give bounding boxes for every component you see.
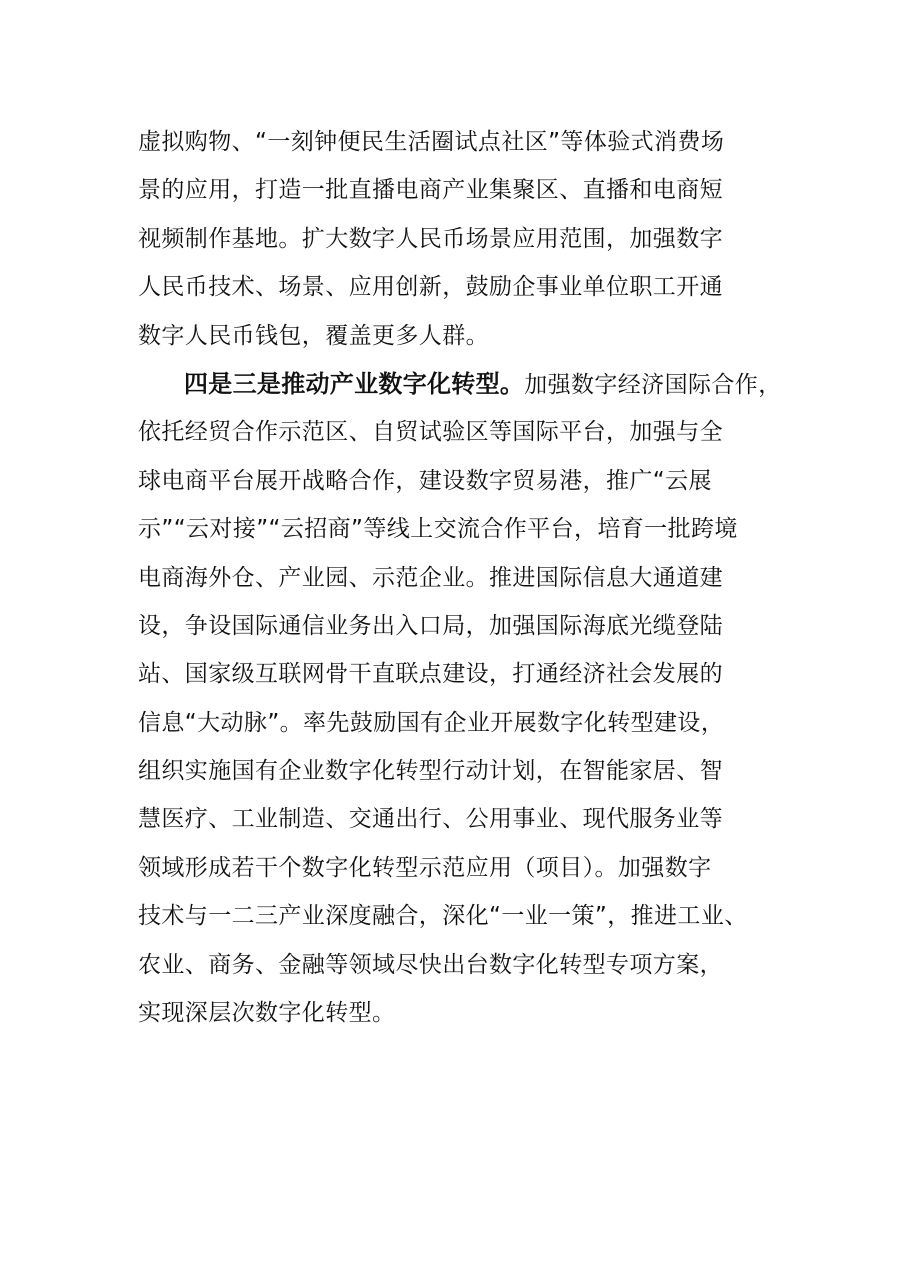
text-line: 领域形成若干个数字化转型示范应用（项目）。加强数字 [138, 854, 712, 881]
text-line: 虚拟购物、“一刻钟便民生活圈试点社区”等体验式消费场 [138, 129, 725, 155]
paragraph-start-line [138, 360, 782, 408]
document-body [138, 118, 782, 1037]
section-heading: 四是三是推动产业数字化转型。 [184, 369, 525, 398]
text-line: 球电商平台展开战略合作，建设数字贸易港，推广“云展 [138, 467, 712, 494]
text-line: 实现深层次数字化转型。 [138, 1000, 396, 1027]
text-line: 信息“大动脉”。率先鼓励国有企业开展数字化转型建设， [138, 709, 725, 736]
text-line: 组织实施国有企业数字化转型行动计划，在智能家居、智 [138, 758, 723, 785]
text-line: 站、国家级互联网骨干直联点建设，打通经济社会发展的 [138, 661, 723, 688]
text-line: 农业、商务、金融等领域尽快出台数字化转型专项方案， [138, 951, 723, 978]
text-line: 设，争设国际通信业务出入口局，加强国际海底光缆登陆 [138, 612, 723, 639]
text-line: 电商海外仓、产业园、示范企业。推进国际信息大通道建 [138, 564, 723, 591]
text-line: 慧医疗、工业制造、交通出行、公用事业、现代服务业等 [138, 806, 723, 833]
text-line: 依托经贸合作示范区、自贸试验区等国际平台，加强与全 [138, 419, 723, 446]
text-line: 技术与一二三产业深度融合，深化“一业一策”，推进工业、 [138, 903, 748, 930]
text-line: 加强数字经济国际合作， [524, 371, 782, 398]
text-line: 景的应用，打造一批直播电商产业集聚区、直播和电商短 [138, 177, 723, 204]
text-line: 人民币技术、场景、应用创新，鼓励企事业单位职工开通 [138, 274, 723, 301]
text-line: 视频制作基地。扩大数字人民币场景应用范围，加强数字 [138, 225, 723, 252]
text-line: 示”“云对接”“云招商”等线上交流合作平台，培育一批跨境 [138, 516, 738, 543]
text-line: 数字人民币钱包，覆盖更多人群。 [138, 322, 489, 349]
